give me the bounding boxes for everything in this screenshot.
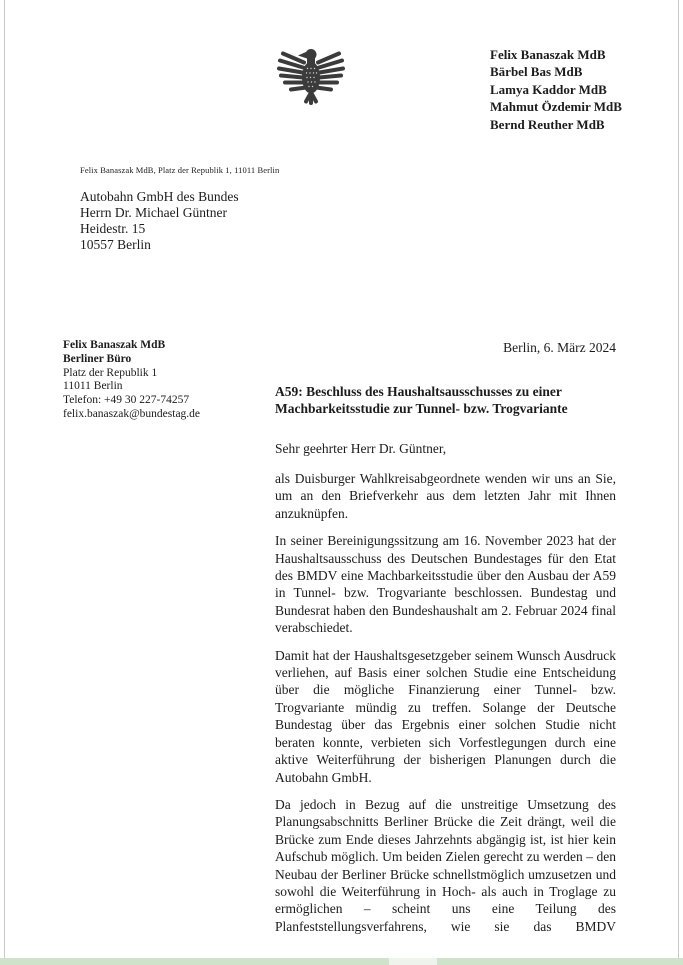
contact-phone: Telefon: +49 30 227-74257 [63,394,190,407]
page-border-left [4,0,5,958]
contact-street: Platz der Republik 1 [63,366,158,379]
salutation: Sehr geehrter Herr Dr. Güntner, [275,441,447,456]
author-line: Bernd Reuther MdB [490,116,605,132]
contact-city: 11011 Berlin [63,380,123,393]
recipient-address [80,189,239,253]
recipient-line: 10557 Berlin [80,237,151,252]
body-paragraph: Damit hat der Haushaltsgesetzgeber seinem Wunsch Ausdruck verliehen, auf Basis einer solchen Studie eine Entscheidung über die mögliche Finanzierung einer Tunnel- bzw. Trogvariante mündig zu treffen. Solange der Deutsche Bundestag über das Ergebnis einer solchen Studie nicht beraten konnte, verbieten sich Vorfestlegungen durch eine aktive Weiterführung der bisherigen Planungen durch die Autobahn GmbH. [275,647,616,785]
recipient-line: Heidestr. 15 [80,221,146,236]
dateline: Berlin, 6. März 2024 [503,340,616,355]
contact-name: Felix Banaszak MdB [63,339,166,351]
body-paragraph: In seiner Bereinigungssitzung am 16. November 2023 hat der Haushaltsausschuss des Deutschen Bundestages für den Etat des BMDV eine Machbarkeitsstudie über den Ausbau der A59 in Tunnel- bzw. Trogvariante beschlossen. Bundestag und Bundesrat haben den Bundeshaushalt am 2. Februar 2024 final verabschiedet. [275,533,616,636]
author-list [490,46,650,133]
recipient-line: Herrn Dr. Michael Güntner [80,205,227,220]
contact-email: felix.banaszak@bundestag.de [63,407,201,420]
subject-line: A59: Beschluss des Haushaltsausschusses zu einer Machbarkeitsstudie zur Tunnel- bzw. Trogvariante [275,384,568,416]
bundestag-eagle-icon [276,44,346,110]
body-paragraph: Da jedoch in Bezug auf die unstreitige Umsetzung des Planungsabschnitts Berliner Brücke die Zeit drängt, weil die Brücke zum Ende dieses Jahrzehnts abgängig ist, ist hier kein Aufschub möglich. Um beiden Zielen gerecht zu werden – den Neubau der Berliner Brücke schnellstmöglich umzusetzen und sowohl die Weiterführung in Hoch- als auch in Troglage zu ermöglichen – scheint uns eine Teilung des Planfeststellungsverfahrens, wie sie das BMDV [275,796,616,934]
author-line: Lamya Kaddor MdB [490,81,607,97]
horizontal-scrollbar[interactable] [0,958,683,965]
sender-return-address: Felix Banaszak MdB, Platz der Republik 1, 11011 Berlin [80,165,280,175]
horizontal-scrollbar-thumb[interactable] [389,958,437,965]
author-line: Mahmut Özdemir MdB [490,99,622,115]
contact-block [63,339,200,422]
page-border-right [678,0,679,958]
body-paragraph: als Duisburger Wahlkreisabgeordnete wenden wir uns an Sie, um an den Briefverkehr aus dem letzten Jahr mit Ihnen anzuknüpfen. [275,471,616,521]
author-line: Bärbel Bas MdB [490,64,583,80]
recipient-line: Autobahn GmbH des Bundes [80,189,239,204]
letter-body [275,470,616,935]
author-line: Felix Banaszak MdB [490,47,606,62]
contact-office: Berliner Büro [63,352,132,365]
